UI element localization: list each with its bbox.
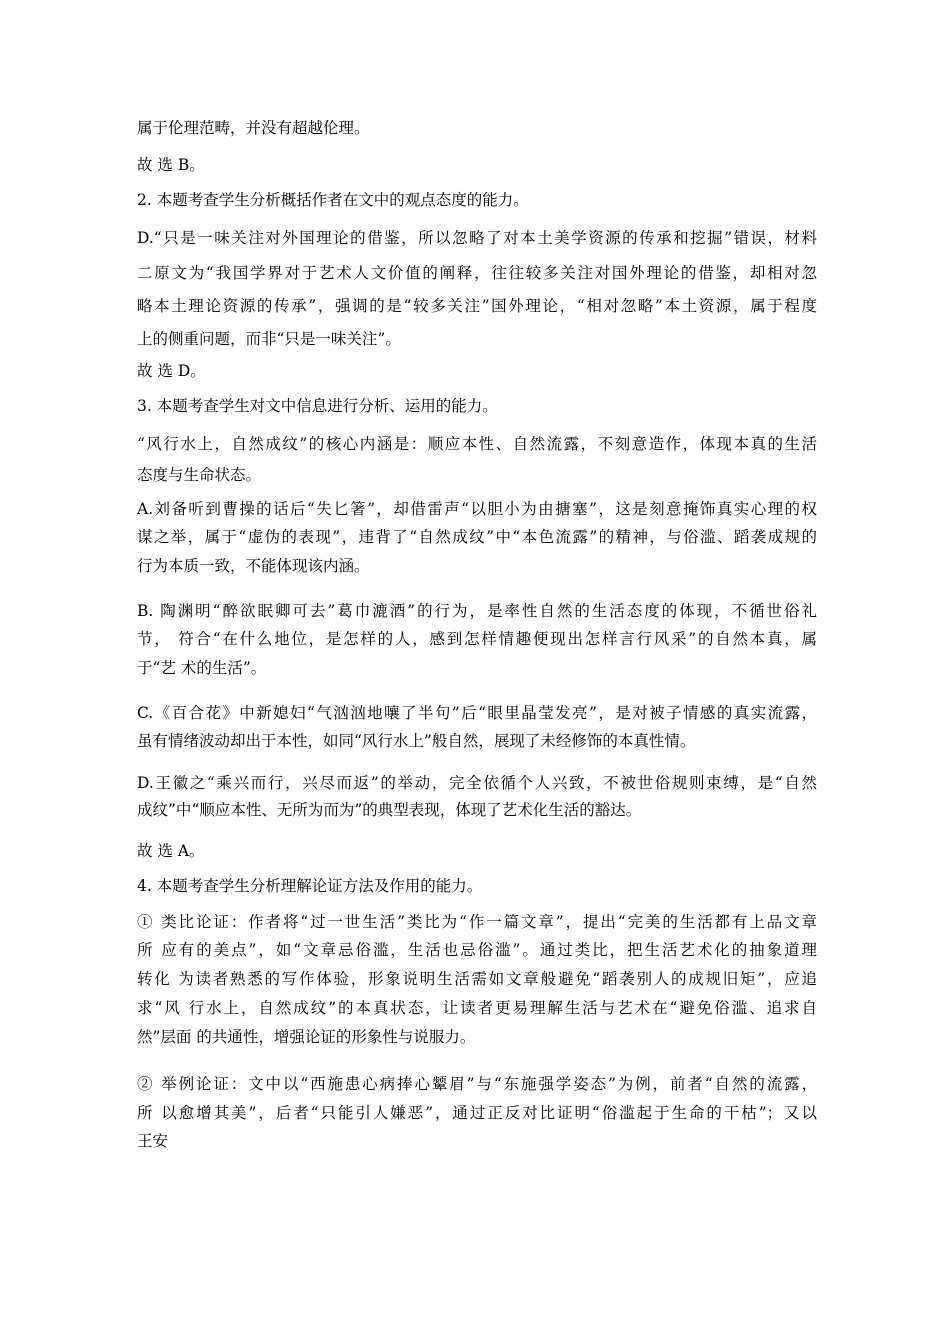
answer-line: 故 选 D。 (137, 362, 206, 380)
question-heading: 4. 本题考查学生分析理解论证方法及作用的能力。 (137, 877, 483, 895)
option-c-line: C.《百合花》中新媳妇“气汹汹地嚷了半句”后“眼里晶莹发亮”，是对被子情感的真实流露， (137, 704, 817, 722)
analogy-line: 求“风 行水上，自然成纹”的本真状态，让读者更易理解生活与艺术在“避免俗滥、追求自 (137, 999, 817, 1017)
answer-line: 故 选 B。 (137, 156, 205, 174)
option-d-line: D.王徽之“乘兴而行，兴尽而返”的举动，完全依循个人兴致，不被世俗规则束缚，是“自然 (137, 774, 817, 792)
text-line: 二原文为“我国学界对于艺术人文价值的阐释，往往较多关注对国外理论的借鉴，却相对忽 (137, 264, 817, 282)
answer-line: 故 选 A。 (137, 842, 205, 860)
option-b-line: 节， 符合“在什么地位，是怎样的人，感到怎样情趣便现出怎样言行风采”的自然本真，属 (137, 630, 817, 648)
option-b-line: 于“艺 术的生活”。 (137, 659, 267, 677)
analogy-line: 所 应有的美点”，如“文章忌俗滥，生活也忌俗滥”。通过类比，把生活艺术化的抽象道理 (137, 941, 817, 959)
text-line: 上的侧重问题，而非“只是一味关注”。 (137, 330, 401, 348)
text-line: “风行水上，自然成纹”的核心内涵是：顺应本性、自然流露，不刻意造作，体现本真的生活 (137, 435, 817, 453)
text-line: D.“只是一味关注对外国理论的借鉴，所以忽略了对本土美学资源的传承和挖掘”错误，材料 (137, 229, 817, 247)
question-heading: 3. 本题考查学生对文中信息进行分析、运用的能力。 (137, 397, 498, 415)
text-line: 略本土理论资源的传承”，强调的是“较多关注”国外理论，“相对忽略”本土资源，属于程度 (137, 297, 817, 315)
option-a-line: A.刘备听到曹操的话后“失匕箸”，却借雷声“以胆小为由搪塞”，这是刻意掩饰真实心理的权 (137, 500, 817, 518)
text-line: 属于伦理范畴，并没有超越伦理。 (137, 119, 370, 137)
option-d-line: 成纹”中“顺应本性、无所为而为”的典型表现，体现了艺术化生活的豁达。 (137, 801, 642, 819)
option-a-line: 行为本质一致，不能体现该内涵。 (137, 557, 370, 575)
analogy-line: 转化 为读者熟悉的写作体验，形象说明生活需如文章般避免“蹈袭别人的成规旧矩”，应追 (137, 970, 817, 988)
option-b-line: B. 陶渊明“醉欲眠卿可去”葛巾漉酒”的行为，是率性自然的生活态度的体现，不循世俗礼 (137, 602, 817, 620)
option-a-line: 谋之举，属于“虚伪的表现”，违背了“自然成纹”中“本色流露”的精神，与俗滥、蹈袭成规的 (137, 528, 817, 546)
analogy-line: ① 类比论证：作者将“过一世生活”类比为“作一篇文章”，提出“完美的生活都有上品文章 (137, 913, 817, 931)
example-line: 所 以愈增其美”，后者“只能引人嫌恶”，通过正反对比证明“俗滥起于生命的干枯”；又以 (137, 1104, 817, 1122)
example-line: ② 举例论证：文中以“西施患心病捧心颦眉”与“东施强学姿态”为例，前者“自然的流露， (137, 1075, 817, 1093)
option-c-line: 虽有情绪波动却出于本性，如同“风行水上”般自然，展现了未经修饰的本真性情。 (137, 732, 696, 750)
question-heading: 2. 本题考查学生分析概括作者在文中的观点态度的能力。 (137, 191, 529, 209)
analogy-line: 然”层面 的共通性，增强论证的形象性与说服力。 (137, 1028, 476, 1046)
example-line: 王安 (137, 1132, 169, 1150)
text-line: 态度与生命状态。 (137, 466, 262, 484)
